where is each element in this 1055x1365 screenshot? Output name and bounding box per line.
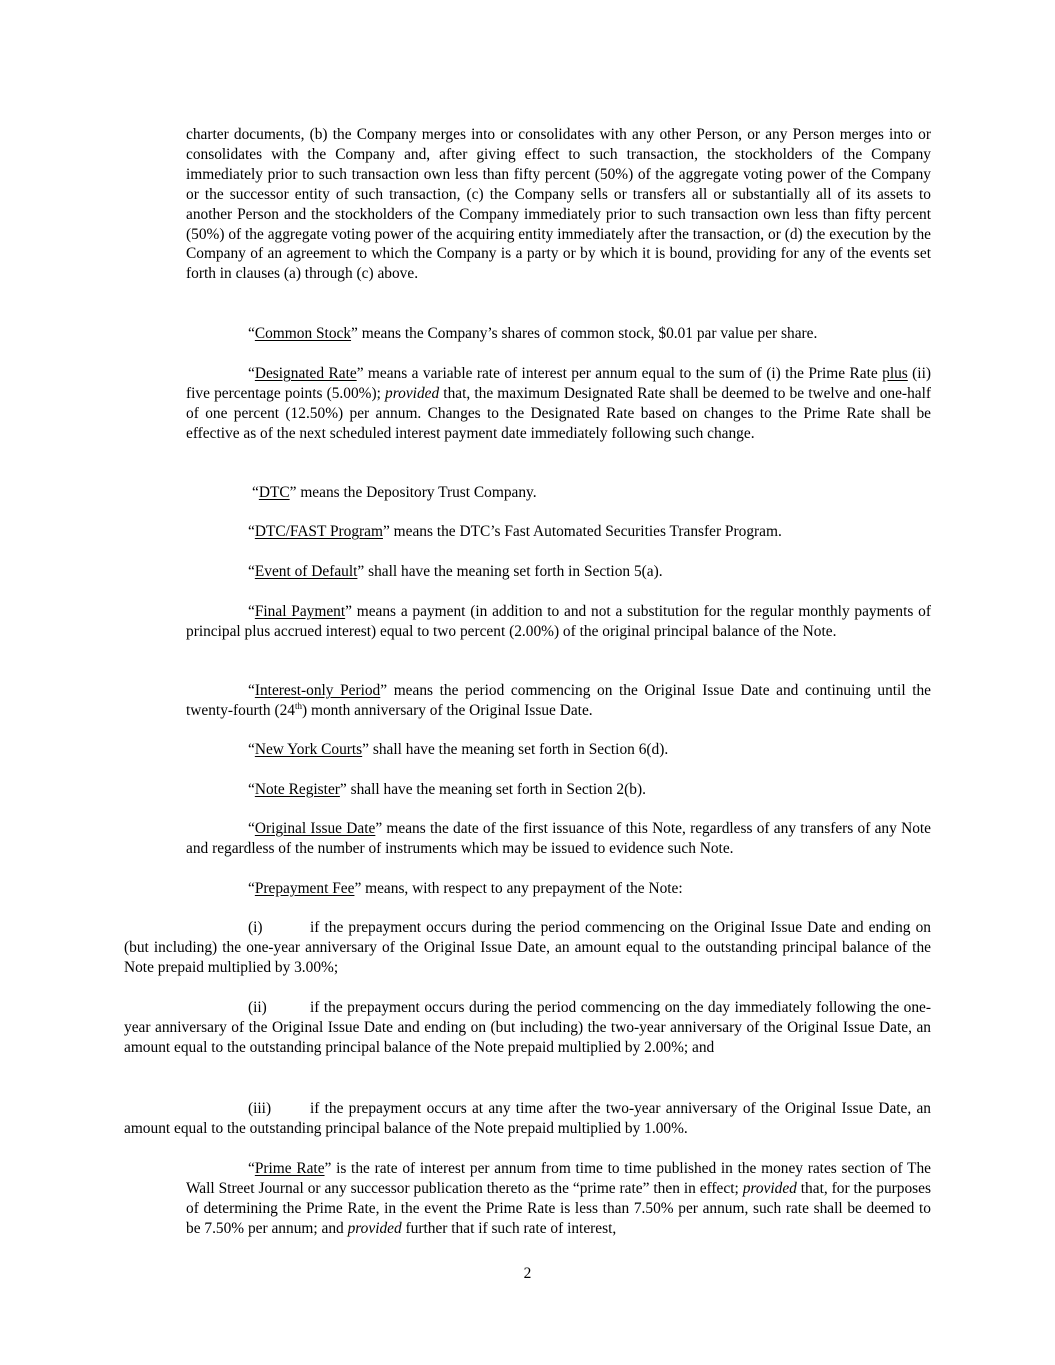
definition-common-stock: “Common Stock” means the Company’s shares of common stock, $0.01 par value per share. <box>248 325 818 342</box>
defined-term: Event of Default <box>254 563 358 580</box>
definition-designated-rate: “Designated Rate” means a variable rate of interest per annum equal to the sum of (i) the Prime Rate plus (ii) five percentage points (5.00%); provided that, the maximum Designated Rate shall be deemed to be twelve and one-half of one percent (12.50%) per annum. Changes to the Designated Rate based on changes to the Prime Rate shall be effective as of the next scheduled interest payment date immediately following such change. <box>186 365 931 442</box>
item-number: (ii) <box>248 999 267 1016</box>
definition-new-york-courts: “New York Courts” shall have the meaning set forth in Section 6(d). <box>248 741 669 758</box>
defined-term: Common Stock <box>254 325 352 342</box>
prepayment-item-3: (iii) if the prepayment occurs at any time after the two-year anniversary of the Original Issue Date, an amount equal to the outstanding principal balance of the Note prepaid multiplied by 1.00%. <box>124 1100 931 1137</box>
definition-final-payment: “Final Payment” means a payment (in addition to and not a substitution for the regular monthly payments of principal plus accrued interest) equal to two percent (2.00%) of the original principal balance of the Note. <box>186 603 931 640</box>
prepayment-item-2: (ii) if the prepayment occurs during the period commencing on the day immediately following the one-year anniversary of the Original Issue Date and ending on (but including) the two-year anniversary of the Original Issue Date, an amount equal to the outstanding principal balance of the Note prepaid multiplied by 2.00%; and <box>124 999 931 1056</box>
emphasis-plus: plus <box>882 365 908 382</box>
defined-term: New York Courts <box>254 741 363 758</box>
defined-term: Designated Rate <box>254 365 357 382</box>
defined-term: DTC <box>258 484 290 501</box>
definition-dtc: “DTC” means the Depository Trust Company. <box>252 484 537 501</box>
emphasis-provided: provided <box>742 1179 797 1197</box>
defined-term: Note Register <box>254 781 340 798</box>
definition-event-of-default: “Event of Default” shall have the meaning set forth in Section 5(a). <box>248 563 663 580</box>
defined-term: Final Payment <box>254 603 346 620</box>
item-number: (iii) <box>248 1100 272 1117</box>
definition-prepayment-fee: “Prepayment Fee” means, with respect to any prepayment of the Note: <box>248 880 683 897</box>
defined-term: Prime Rate <box>254 1160 325 1177</box>
definition-note-register: “Note Register” shall have the meaning set forth in Section 2(b). <box>248 781 646 798</box>
defined-term: Prepayment Fee <box>254 880 355 897</box>
emphasis-provided: provided <box>385 384 440 402</box>
defined-term: Original Issue Date <box>254 820 376 837</box>
defined-term: Interest-only Period <box>254 682 381 699</box>
intro-paragraph: charter documents, (b) the Company merges into or consolidates with any other Person, or any Person merges into or consolidates with the Company and, after giving effect to such transaction, the stockholders of the Company immediately prior to such transaction own less than fifty percent (50%) of the aggregate voting power of the Company or the successor entity of such transaction, (c) the Company sells or transfers all or substantially all of its assets to another Person and the stockholders of the Company immediately prior to such transaction own less than fifty percent (50%) of the aggregate voting power of the acquiring entity immediately after the transaction, or (d) the execution by the Company of an agreement to which the Company is a party or by which it is bound, providing for any of the events set forth in clauses (a) through (c) above. <box>186 126 931 283</box>
item-number: (i) <box>248 919 263 936</box>
prepayment-item-1: (i) if the prepayment occurs during the period commencing on the Original Issue Date and ending on (but including) the one-year anniversary of the Original Issue Date, an amount equal to the outstanding principal balance of the Note prepaid multiplied by 3.00%; <box>124 919 931 976</box>
definition-interest-only-period: “Interest-only Period” means the period commencing on the Original Issue Date and continuing until the twenty-fourth (24th) month anniversary of the Original Issue Date. <box>186 682 931 719</box>
definition-original-issue-date: “Original Issue Date” means the date of the first issuance of this Note, regardless of any transfers of any Note and regardless of the number of instruments which may be issued to evidence such Note. <box>186 820 931 857</box>
page-number: 2 <box>523 1265 532 1282</box>
defined-term: DTC/FAST Program <box>254 523 383 540</box>
definition-dtc-fast-program: “DTC/FAST Program” means the DTC’s Fast Automated Securities Transfer Program. <box>248 523 782 540</box>
emphasis-provided: provided <box>347 1219 402 1237</box>
definition-prime-rate: “Prime Rate” is the rate of interest per annum from time to time published in the money rates section of The Wall Street Journal or any successor publication thereto as the “prime rate” then in effect; provided that, for the purposes of determining the Prime Rate, in the event the Prime Rate is less than 7.50% per annum, such rate shall be deemed to be 7.50% per annum; and provided further that if such rate of interest, <box>186 1160 931 1237</box>
